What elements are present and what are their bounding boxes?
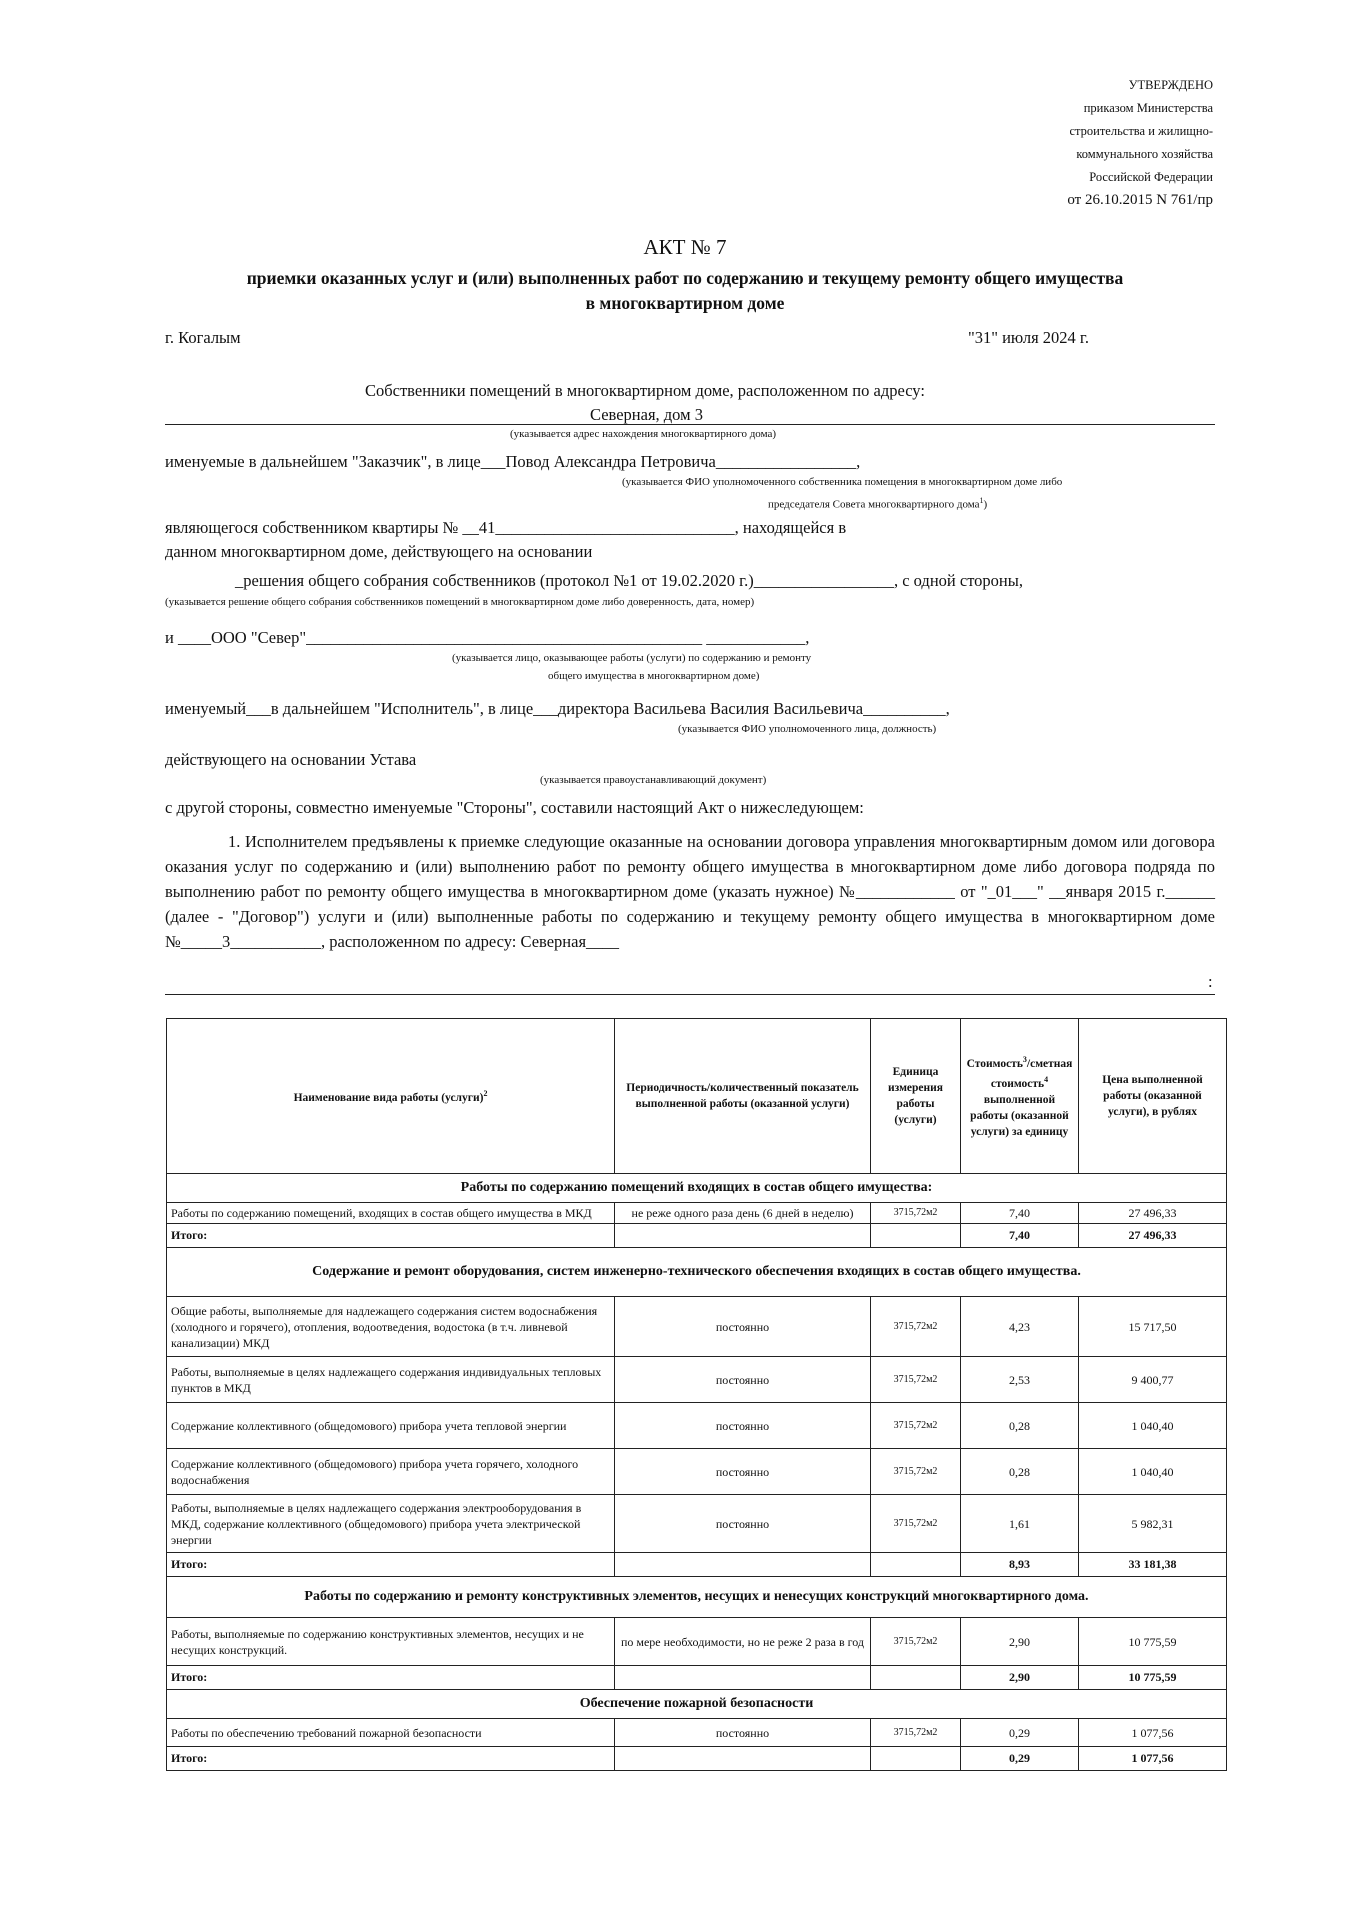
cell-price: 15 717,50 <box>1079 1297 1227 1357</box>
cell-cost: 2,53 <box>961 1357 1079 1403</box>
cell-name: Содержание коллективного (общедомового) прибора учета горячего, холодного водоснабжения <box>167 1449 615 1495</box>
basis-note: (указывается решение общего собрания собственников помещений в многоквартирном доме либо доверенность, дата, номер) <box>165 596 755 608</box>
footnote-mark: 4 <box>1044 1075 1049 1084</box>
total-empty <box>615 1553 871 1577</box>
total-price: 27 496,33 <box>1079 1224 1227 1248</box>
header-periodicity: Периодичность/количественный показатель выполненной работы (оказанной услуги) <box>615 1019 871 1174</box>
table-row <box>167 1618 1227 1666</box>
cell-name: Работы, выполняемые по содержанию конструктивных элементов, несущих и не несущих конструкций. <box>167 1618 615 1666</box>
act-title: АКТ № 7 <box>643 235 727 259</box>
cell-price: 27 496,33 <box>1079 1203 1227 1224</box>
approval-line: строительства и жилищно- <box>1069 124 1213 138</box>
table-row <box>167 1203 1227 1224</box>
cell-period: по мере необходимости, но не реже 2 раза в год <box>615 1618 871 1666</box>
total-empty <box>615 1747 871 1771</box>
cell-period: постоянно <box>615 1495 871 1553</box>
header-cost <box>961 1019 1079 1174</box>
cell-cost: 7,40 <box>961 1203 1079 1224</box>
total-empty <box>871 1553 961 1577</box>
cell-period: постоянно <box>615 1449 871 1495</box>
header-cost-text: /сметная стоимость <box>990 1058 1073 1090</box>
executor-note: (указывается ФИО уполномоченного лица, должность) <box>678 723 937 735</box>
cell-cost: 0,28 <box>961 1449 1079 1495</box>
cell-unit: 3715,72м2 <box>871 1403 961 1449</box>
cell-price: 1 077,56 <box>1079 1719 1227 1747</box>
cell-name: Общие работы, выполняемые для надлежащего содержания систем водоснабжения (холодного и горячего), отопления, водоотведения, водостока (в т.ч. ливневой канализации) МКД <box>167 1297 615 1357</box>
contractor-note: (указывается лицо, оказывающее работы (услуги) по содержанию и ремонту <box>452 652 812 664</box>
total-label: Итого: <box>167 1666 615 1690</box>
customer-note-2-text: председателя Совета многоквартирного дома <box>768 498 980 511</box>
approval-line: приказом Министерства <box>1083 101 1213 115</box>
total-empty <box>871 1747 961 1771</box>
contractor-note-2: общего имущества в многоквартирном доме) <box>548 670 760 682</box>
total-row <box>167 1553 1227 1577</box>
cell-name: Работы, выполняемые в целях надлежащего содержания индивидуальных тепловых пунктов в МКД <box>167 1357 615 1403</box>
cell-period: постоянно <box>615 1357 871 1403</box>
cell-cost: 2,90 <box>961 1618 1079 1666</box>
header-price: Цена выполненной работы (оказанной услуги), в рублях <box>1079 1019 1227 1174</box>
act-subtitle-line: в многоквартирном доме <box>585 293 785 313</box>
table-row <box>167 1297 1227 1357</box>
total-row <box>167 1747 1227 1771</box>
cell-name: Работы, выполняемые в целях надлежащего содержания электрооборудования в МКД, содержание коллективного (общедомового) прибора учета электрической энергии <box>167 1495 615 1553</box>
works-table <box>166 1018 1227 1771</box>
customer-note: (указывается ФИО уполномоченного собственника помещения в многоквартирном доме либо <box>622 476 1063 488</box>
total-row <box>167 1666 1227 1690</box>
act-subtitle-line: приемки оказанных услуг и (или) выполненных работ по содержанию и текущему ремонту общего имущества <box>246 268 1124 288</box>
total-price: 1 077,56 <box>1079 1747 1227 1771</box>
executor-line: именуемый___в дальнейшем "Исполнитель", в лице___директора Васильева Василия Васильевича__________, <box>165 699 950 718</box>
basis-line: _решения общего собрания собственников (протокол №1 от 19.02.2020 г.)_________________, с одной стороны, <box>235 571 1023 590</box>
cell-cost: 1,61 <box>961 1495 1079 1553</box>
apartment-line: являющегося собственником квартиры № __41_____________________________, находящейся в <box>165 518 847 537</box>
footnote-mark: 2 <box>483 1089 488 1099</box>
total-label: Итого: <box>167 1747 615 1771</box>
cell-name: Содержание коллективного (общедомового) прибора учета тепловой энергии <box>167 1403 615 1449</box>
cell-period: постоянно <box>615 1403 871 1449</box>
total-empty <box>615 1224 871 1248</box>
cell-unit: 3715,72м2 <box>871 1449 961 1495</box>
header-cost-text: выполненной работы (оказанной услуги) за единицу <box>970 1093 1069 1138</box>
table-row <box>167 1495 1227 1553</box>
cell-name: Работы по обеспечению требований пожарной безопасности <box>167 1719 615 1747</box>
act-date: "31" июля 2024 г. <box>968 328 1089 347</box>
header-name <box>167 1019 615 1174</box>
section-title: Работы по содержанию помещений входящих в состав общего имущества: <box>167 1174 1227 1203</box>
cell-unit: 3715,72м2 <box>871 1618 961 1666</box>
approval-line: Российской Федерации <box>1089 170 1213 184</box>
total-row <box>167 1224 1227 1248</box>
address: Северная, дом 3 <box>590 405 703 424</box>
cell-period: не реже одного раза день (6 дней в неделю) <box>615 1203 871 1224</box>
cell-price: 1 040,40 <box>1079 1449 1227 1495</box>
section-row <box>167 1248 1227 1297</box>
clause-1-underline <box>165 994 1215 995</box>
section-row <box>167 1690 1227 1719</box>
total-label: Итого: <box>167 1553 615 1577</box>
approval-date: от 26.10.2015 N 761/пр <box>1067 192 1213 208</box>
clause-1 <box>165 829 1215 954</box>
contractor-line: и ____ООО "Север"________________________________________________ ____________, <box>165 628 810 647</box>
header-unit: Единица измерения работы (услуги) <box>871 1019 961 1174</box>
customer-line: именуемые в дальнейшем "Заказчик", в лице___Повод Александра Петровича_________________, <box>165 452 861 471</box>
cell-price: 1 040,40 <box>1079 1403 1227 1449</box>
approval-line: коммунального хозяйства <box>1076 147 1213 161</box>
total-price: 10 775,59 <box>1079 1666 1227 1690</box>
total-price: 33 181,38 <box>1079 1553 1227 1577</box>
cell-price: 9 400,77 <box>1079 1357 1227 1403</box>
footnote-mark: 1 <box>979 496 984 505</box>
cell-name: Работы по содержанию помещений, входящих в состав общего имущества в МКД <box>167 1203 615 1224</box>
owners-intro: Собственники помещений в многоквартирном доме, расположенном по адресу: <box>365 381 925 400</box>
section-title: Обеспечение пожарной безопасности <box>167 1690 1227 1719</box>
cell-price: 10 775,59 <box>1079 1618 1227 1666</box>
cell-period: постоянно <box>615 1719 871 1747</box>
section-row <box>167 1174 1227 1203</box>
address-underline <box>165 424 1215 425</box>
table-row <box>167 1403 1227 1449</box>
total-cost: 2,90 <box>961 1666 1079 1690</box>
section-title: Работы по содержанию и ремонту конструктивных элементов, несущих и ненесущих конструкций многоквартирного дома. <box>167 1577 1227 1618</box>
clause-1-colon: : <box>1208 972 1213 991</box>
table-row <box>167 1719 1227 1747</box>
approval-block <box>1067 74 1213 212</box>
footnote-mark: 3 <box>1022 1055 1027 1065</box>
cell-unit: 3715,72м2 <box>871 1495 961 1553</box>
total-cost: 7,40 <box>961 1224 1079 1248</box>
clause-1-text: 1. Исполнителем предъявлены к приемке следующие оказанные на основании договора управления многоквартирным домом или договора оказания услуг по содержанию и (или) выполнению работ по ремонту общего имущества в многоквартирном доме либо договора подряда по выполнению работ по ремонту общего имущества в многоквартирном доме (указать нужное) №____________ от "_01___" __января 2015 г.______ (далее - "Договор") услуги и (или) выполненные работы по содержанию и текущему ремонту общего имущества в многоквартирном доме №_____3___________, расположенном по адресу: Северная____ <box>165 832 1215 951</box>
table-header-row <box>167 1019 1227 1174</box>
place: г. Когалым <box>165 328 241 347</box>
cell-cost: 4,23 <box>961 1297 1079 1357</box>
header-cost-text: Стоимость <box>966 1058 1023 1070</box>
table-row <box>167 1357 1227 1403</box>
cell-unit: 3715,72м2 <box>871 1357 961 1403</box>
total-cost: 8,93 <box>961 1553 1079 1577</box>
total-empty <box>615 1666 871 1690</box>
cell-price: 5 982,31 <box>1079 1495 1227 1553</box>
approval-line: УТВЕРЖДЕНО <box>1128 78 1213 92</box>
section-row <box>167 1577 1227 1618</box>
total-label: Итого: <box>167 1224 615 1248</box>
total-empty <box>871 1666 961 1690</box>
total-empty <box>871 1224 961 1248</box>
customer-note-2-end: ) <box>983 498 988 511</box>
customer-note-2 <box>768 496 987 511</box>
cell-unit: 3715,72м2 <box>871 1297 961 1357</box>
section-title: Содержание и ремонт оборудования, систем инженерно-технического обеспечения входящих в состав общего имущества. <box>167 1248 1227 1297</box>
parties-line: с другой стороны, совместно именуемые "Стороны", составили настоящий Акт о нижеследующем: <box>165 798 864 817</box>
cell-period: постоянно <box>615 1297 871 1357</box>
house-line: данном многоквартирном доме, действующего на основании <box>165 542 593 561</box>
cell-cost: 0,28 <box>961 1403 1079 1449</box>
cell-unit: 3715,72м2 <box>871 1719 961 1747</box>
act-subtitle <box>160 266 1210 316</box>
total-cost: 0,29 <box>961 1747 1079 1771</box>
acting-note: (указывается правоустанавливающий документ) <box>540 774 767 786</box>
cell-cost: 0,29 <box>961 1719 1079 1747</box>
acting-line: действующего на основании Устава <box>165 750 417 769</box>
header-name-text: Наименование вида работы (услуги) <box>293 1091 484 1104</box>
table-row <box>167 1449 1227 1495</box>
cell-unit: 3715,72м2 <box>871 1203 961 1224</box>
address-note: (указывается адрес нахождения многоквартирного дома) <box>510 428 777 440</box>
